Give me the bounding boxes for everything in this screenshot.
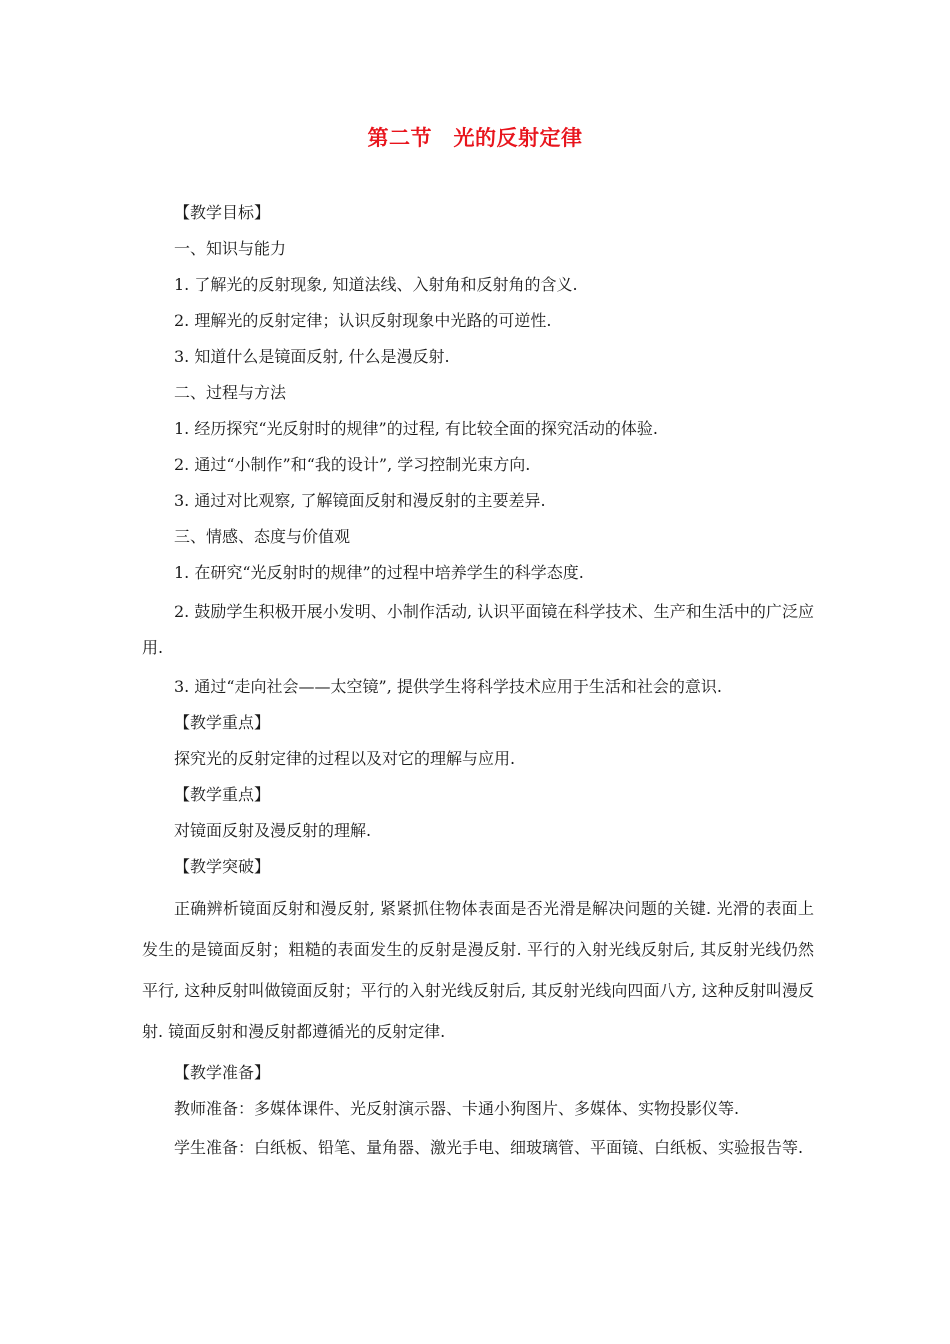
part1-heading: 一、知识与能力 — [174, 239, 287, 258]
part3-item: 3. 通过“走向社会——太空镜”, 提供学生将科学技术应用于生活和社会的意识. — [174, 677, 722, 696]
part2-item: 2. 通过“小制作”和“我的设计”, 学习控制光束方向. — [174, 455, 531, 474]
difficult-points-text: 对镜面反射及漫反射的理解. — [174, 821, 372, 840]
page-title: 第二节 光的反射定律 — [367, 126, 583, 150]
part2-item: 3. 通过对比观察, 了解镜面反射和漫反射的主要差异. — [174, 491, 546, 510]
key-points-heading: 【教学重点】 — [174, 713, 271, 732]
part3-heading: 三、情感、态度与价值观 — [174, 527, 351, 546]
document-body — [142, 198, 814, 1166]
part1-item: 3. 知道什么是镜面反射, 什么是漫反射. — [174, 347, 450, 366]
part1-item: 2. 理解光的反射定律；认识反射现象中光路的可逆性. — [174, 311, 552, 330]
part2-item: 1. 经历探究“光反射时的规律”的过程, 有比较全面的探究活动的体验. — [174, 419, 658, 438]
teacher-preparation: 教师准备：多媒体课件、光反射演示器、卡通小狗图片、多媒体、实物投影仪等. — [174, 1099, 740, 1118]
breakthrough-text: 正确辨析镜面反射和漫反射, 紧紧抓住物体表面是否光滑是解决问题的关键. 光滑的表面上发生的是镜面反射；粗糙的表面发生的反射是漫反射. 平行的入射光线反射后, 其反射光线仍然平行, 这种反射叫做镜面反射；平行的入射光线反射后, 其反射光线向四面八方, 这种反射叫漫反射. 镜面反射和漫反射都遵循光的反射定律. — [142, 899, 814, 1041]
key-points-text: 探究光的反射定律的过程以及对它的理解与应用. — [174, 749, 516, 768]
part3-item: 2. 鼓励学生积极开展小发明、小制作活动, 认识平面镜在科学技术、生产和生活中的广泛应用. — [142, 602, 814, 657]
part2-heading: 二、过程与方法 — [174, 383, 287, 402]
objectives-heading: 【教学目标】 — [174, 203, 271, 222]
student-preparation: 学生准备：白纸板、铅笔、量角器、激光手电、细玻璃管、平面镜、白纸板、实验报告等. — [174, 1138, 804, 1157]
part1-item: 1. 了解光的反射现象, 知道法线、入射角和反射角的含义. — [174, 275, 578, 294]
breakthrough-heading: 【教学突破】 — [174, 857, 271, 876]
part3-item: 1. 在研究“光反射时的规律”的过程中培养学生的科学态度. — [174, 563, 584, 582]
difficult-points-heading: 【教学重点】 — [174, 785, 271, 804]
preparation-heading: 【教学准备】 — [174, 1063, 271, 1082]
